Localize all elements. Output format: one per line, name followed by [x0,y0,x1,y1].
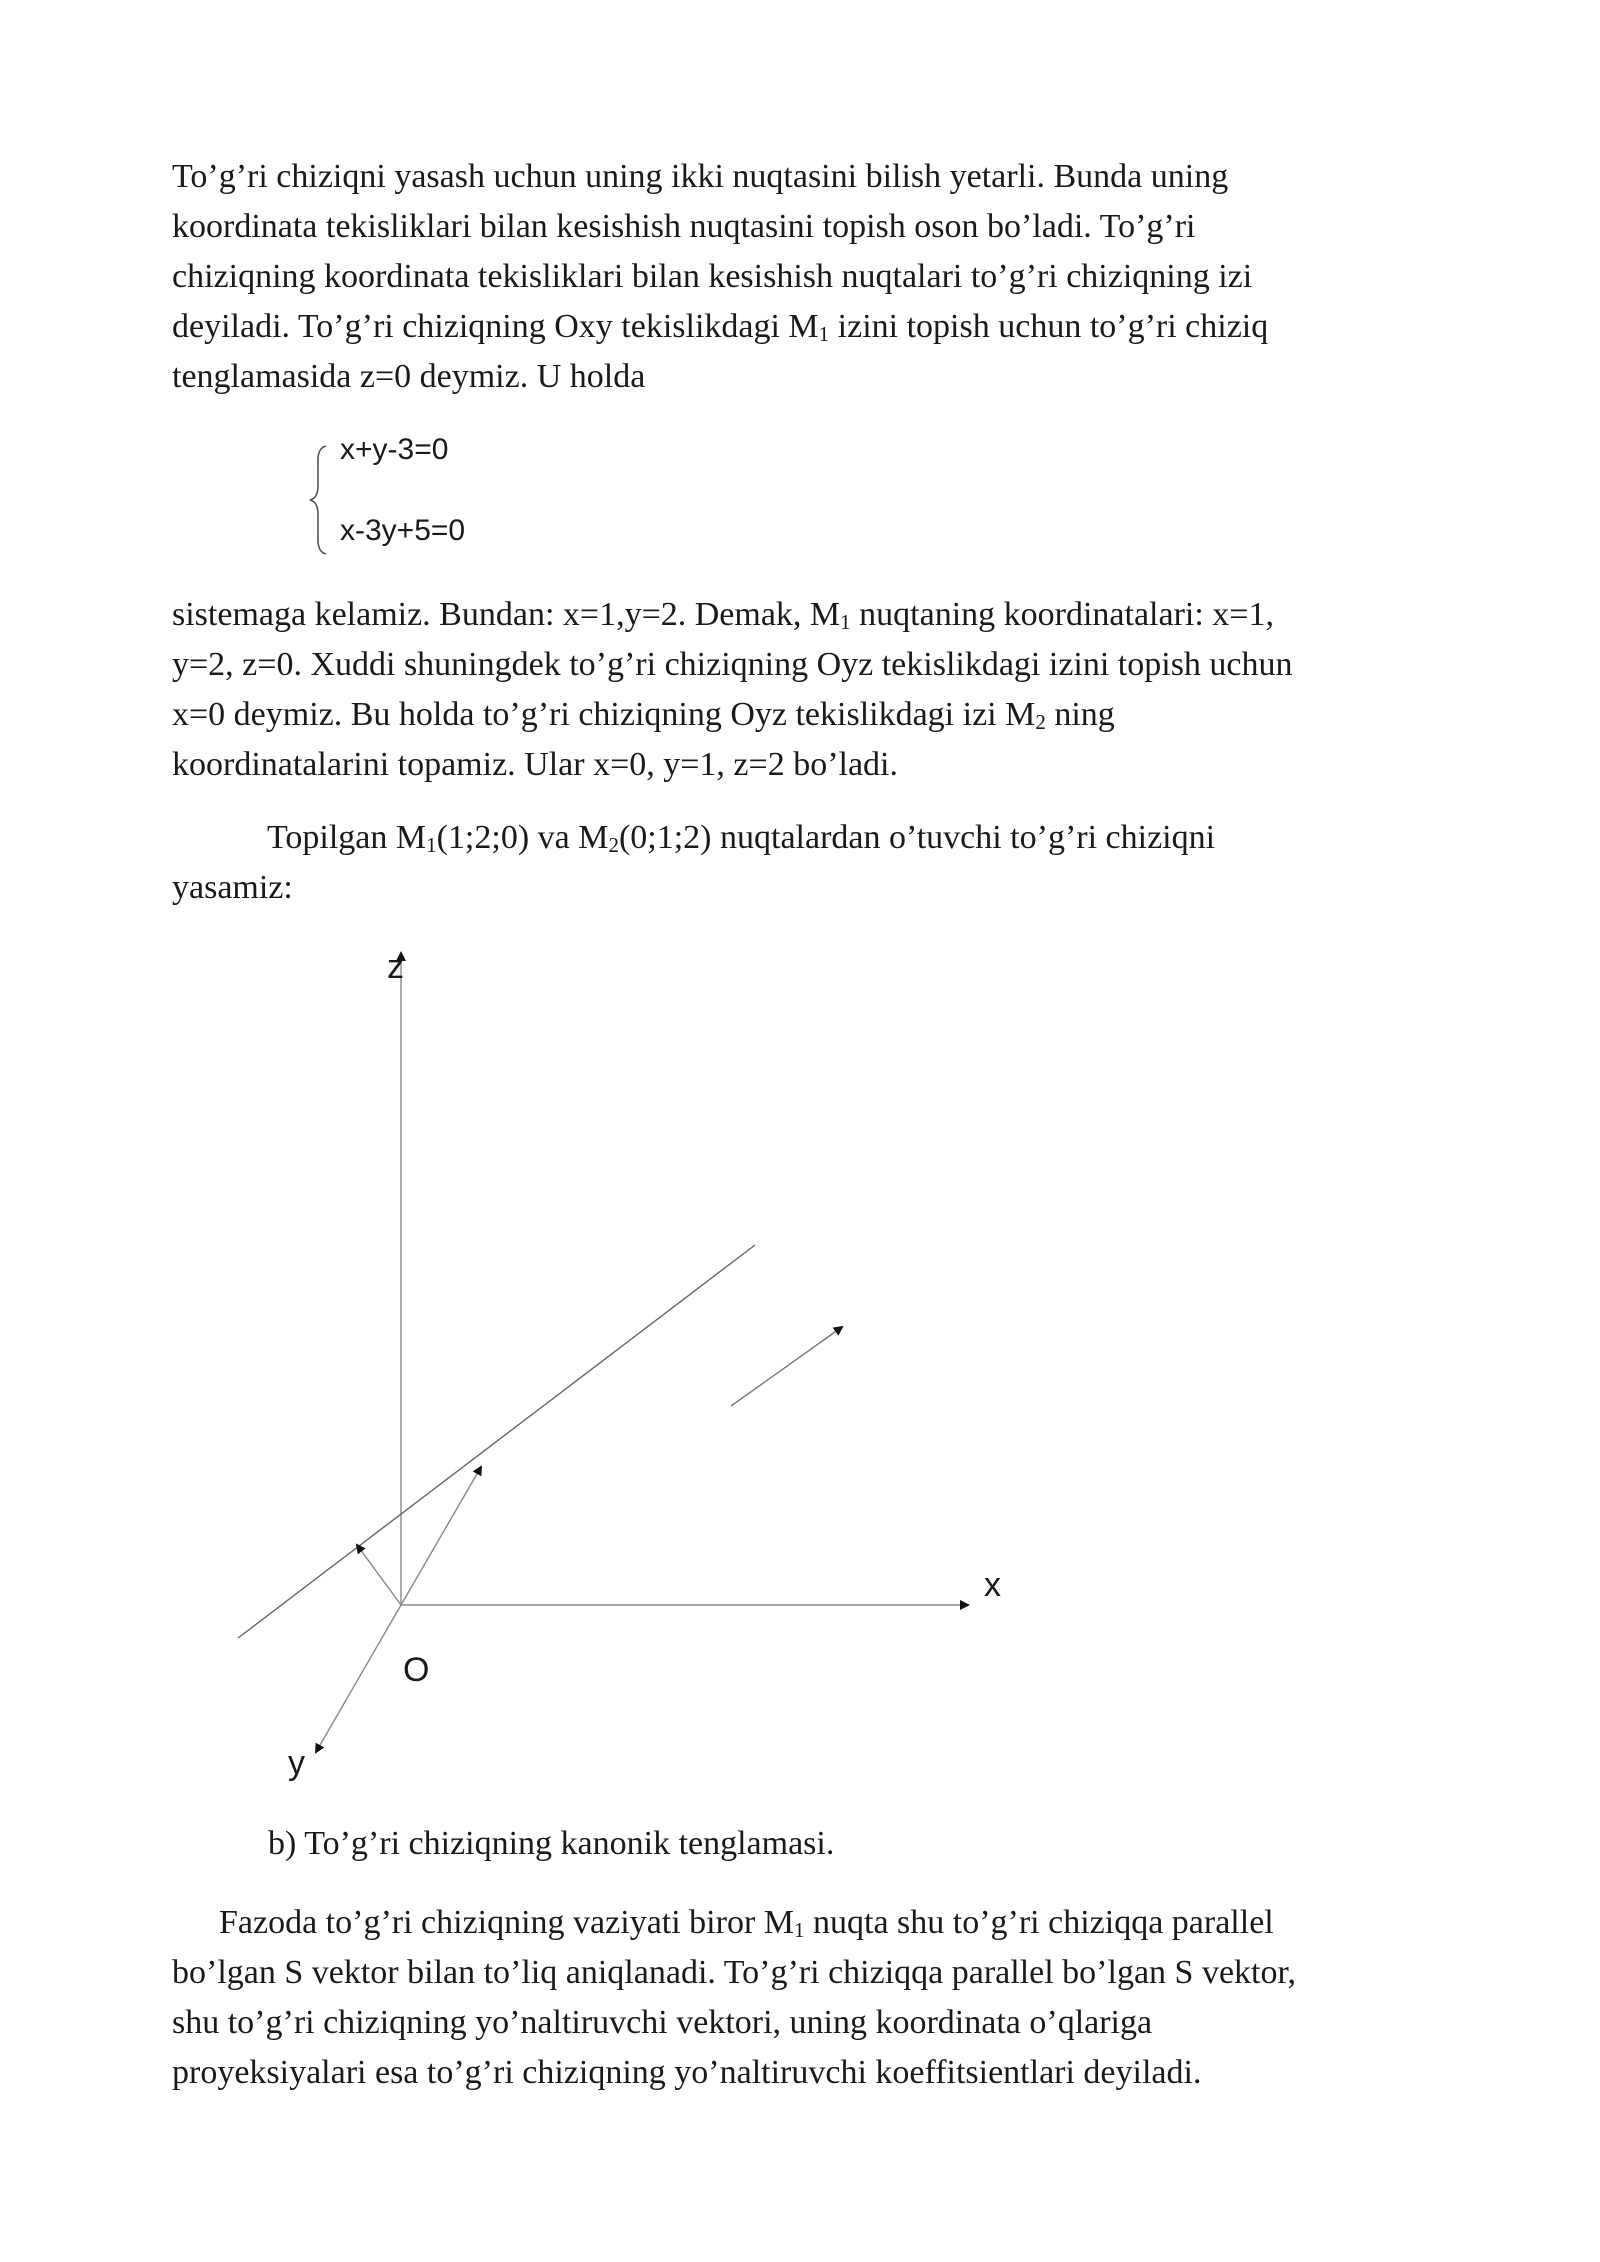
vector-to-m2 [357,1545,401,1605]
text-line: y=2, z=0. Xuddi shuningdek to’g’ri chiziqning Oyz tekislikdagi izini topish uchun [172,646,1293,683]
section-heading [268,1819,1558,1869]
text-line: tenglamasida z=0 deymiz. U holda [172,358,646,395]
text-segment: Fazoda to’g’ri chiziqning vaziyati biror M [219,1904,794,1941]
text-segment: deyiladi. To’g’ri chiziqning Oxy tekislikdagi M [172,308,819,345]
equation-1: x+y-3=0 [340,433,449,466]
text-segment: nuqtaning koordinatalari: x=1, [850,596,1274,633]
y-axis [316,1605,401,1752]
text-segment: x=0 deymiz. Bu holda to’g’ri chiziqning Oyz tekislikdagi izi M [172,696,1036,733]
text-line: koordinatalarini topamiz. Ular x=0, y=1, z=2 bo’ladi. [172,746,899,783]
text-line: To’g’ri chiziqni yasash uchun uning ikki nuqtasini bilish yetarli. Bunda uning [172,158,1229,195]
direction-vector-s [731,1327,842,1406]
text-segment: (0;1;2) nuqtalardan o’tuvchi to’g’ri chiziqni [618,819,1216,856]
x-axis-label: x [984,1566,1001,1604]
text-line: bo’lgan S vektor bilan to’liq aniqlanadi. To’g’ri chiziqqa parallel bo’lgan S vektor, [172,1954,1296,1991]
text-segment: Topilgan M [267,819,427,856]
text-segment: nuqta shu to’g’ri chiziqqa parallel [804,1904,1274,1941]
vector-to-m1 [401,1467,481,1605]
straight-line [238,1245,755,1638]
subscript: 1 [426,833,437,857]
text-segment: sistemaga kelamiz. Bundan: x=1,y=2. Demak, M [172,596,841,633]
paragraph-canonical [172,1898,1462,2098]
text-line: koordinata tekisliklari bilan kesishish nuqtasini topish oson bo’ladi. To’g’ri [172,208,1196,245]
equation-2: x-3y+5=0 [340,514,466,547]
text-segment: izini topish uchun to’g’ri chiziq [829,308,1269,345]
y-axis-label: y [288,1744,305,1782]
subscript: 2 [608,833,619,857]
heading-text: b) To’g’ri chiziqning kanonik tenglamasi. [268,1825,835,1862]
subscript: 2 [1035,710,1046,734]
text-segment: ning [1045,696,1115,733]
origin-label: O [403,1651,430,1689]
subscript: 1 [794,1918,805,1942]
text-line [172,1898,1462,1948]
text-line: chiziqning koordinata tekisliklari bilan kesishish nuqtalari to’g’ri chiziqning izi [172,258,1253,295]
text-line: yasamiz: [172,869,293,906]
text-line: proyeksiyalari esa to’g’ri chiziqning yo’naltiruvchi koeffitsientlari deyiladi. [172,2054,1202,2091]
z-axis-label: z [387,948,404,986]
subscript: 1 [840,610,851,634]
text-line: shu to’g’ri chiziqning yo’naltiruvchi vektori, uning koordinata o’qlariga [172,2004,1153,2041]
subscript: 1 [818,322,830,346]
text-segment: (1;2;0) va M [436,819,609,856]
